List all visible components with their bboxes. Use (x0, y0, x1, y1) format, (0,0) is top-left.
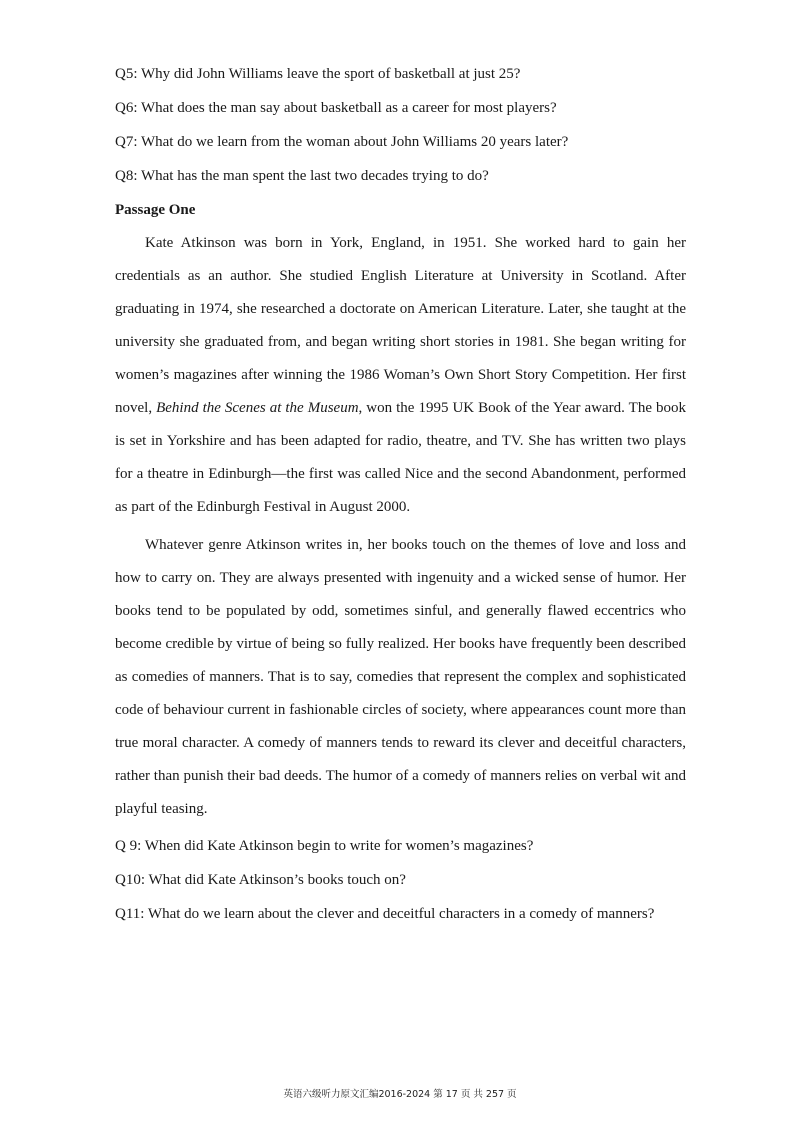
question-list-top (115, 64, 686, 187)
paragraph-1-text-b: , won the 1995 UK Book of the Year award. The book is set in Yorkshire and has been adapted for radio, theatre, and TV. She has written two plays for a theatre in Edinburgh—the first was called Nice and the second Abandonment, performed as part of the Edinburgh Festival in August 2000. (115, 400, 686, 515)
book-title: Behind the Scenes at the Museum (156, 400, 359, 416)
question-q6: Q6: What does the man say about basketball as a career for most players? (115, 100, 557, 116)
question-q5: Q5: Why did John Williams leave the sport of basketball at just 25? (115, 66, 521, 82)
question-q9: Q 9: When did Kate Atkinson begin to write for women’s magazines? (115, 838, 534, 854)
passage-paragraph-2: Whatever genre Atkinson writes in, her books touch on the themes of love and loss and how to carry on. They are always presented with ingenuity and a wicked sense of humor. Her books tend to be populated by odd, sometimes sinful, and generally flawed eccentrics who become credible by virtue of being so fully realized. Her books have frequently been described as comedies of manners. That is to say, comedies that represent the complex and sophisticated code of behaviour current in fashionable circles of society, where appearances count more than true moral character. A comedy of manners tends to reward its clever and deceitful characters, rather than punish their bad deeds. The humor of a comedy of manners relies on verbal wit and playful teasing. (115, 537, 686, 817)
page-footer: 英语六级听力原文汇编2016-2024 第 17 页 共 257 页 (283, 1089, 517, 1100)
question-list-bottom (115, 836, 686, 925)
paragraph-1-text-a: Kate Atkinson was born in York, England, in 1951. She worked hard to gain her credentials as an author. She studied English Literature at University in Scotland. After graduating in 1974, she researched a doctorate on American Literature. Later, she taught at the university she graduated from, and began writing short stories in 1981. She began writing for women’s magazines after winning the 1986 Woman’s Own Short Story Competition. Her first novel, (115, 235, 686, 416)
question-q10: Q10: What did Kate Atkinson’s books touch on? (115, 872, 406, 888)
passage-heading: Passage One (115, 202, 196, 218)
question-q11: Q11: What do we learn about the clever and deceitful characters in a comedy of manners? (115, 906, 655, 922)
question-q7: Q7: What do we learn from the woman about John Williams 20 years later? (115, 134, 569, 150)
passage-paragraph-1 (115, 227, 686, 524)
question-q8: Q8: What has the man spent the last two decades trying to do? (115, 168, 489, 184)
document-page (115, 64, 686, 938)
